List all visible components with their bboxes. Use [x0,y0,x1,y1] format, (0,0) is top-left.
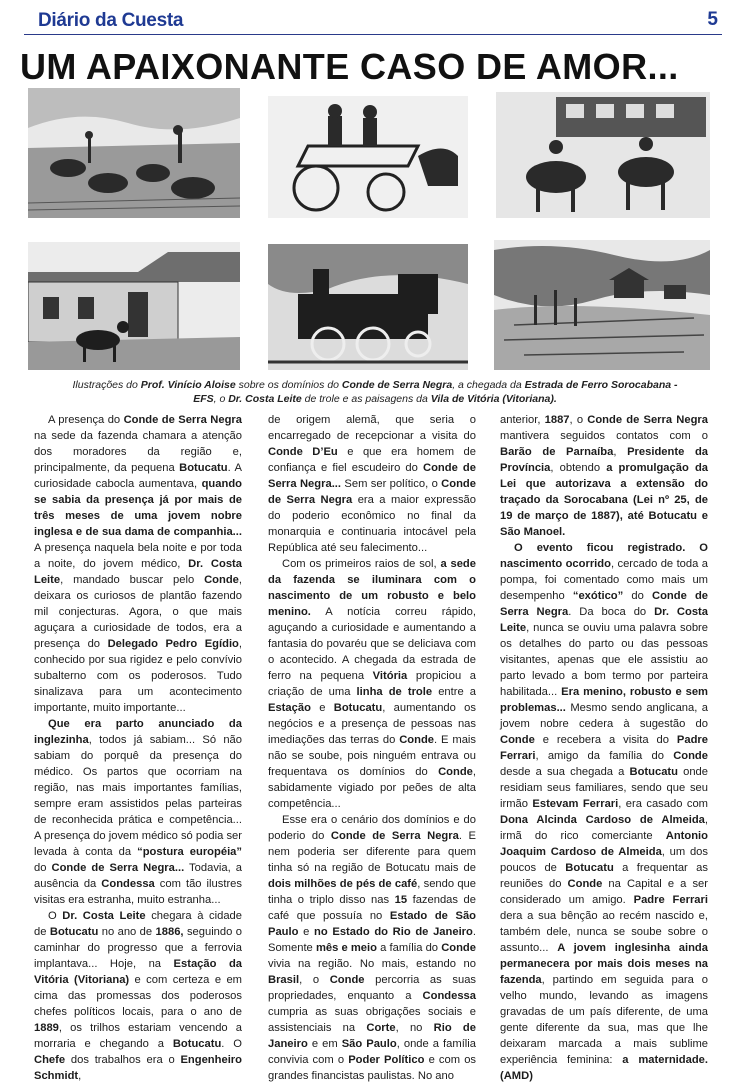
bold-run: a maternidade. (AMD) [500,1054,708,1082]
bold-run: Conde [567,878,603,890]
text-run: e com certeza e em cima das promessas dos poderosos chefes políticos locais, para o ano de [34,974,242,1018]
page-number: 5 [707,9,718,30]
text-run: no ano de [98,926,156,938]
illustration-trolley [496,92,710,218]
text-run: sobre os domínios do [235,379,342,391]
text-run: , [613,446,628,458]
bold-run: Conde de Serra Negra... [51,862,185,874]
headline: UM APAIXONANTE CASO DE AMOR... [20,46,679,87]
text-run: , partindo em seguida para o velho mundo, levando as imagens gravadas de um país diferente, de uma gente diferente da sua, mas que lhe deixaram marcada a mais sublime experiência feminina: [500,974,708,1066]
bold-run: Condessa [101,878,155,890]
text-run: onde residiam seus familiares, sendo que seu irmão [500,766,708,810]
bold-run: Botucatu [179,462,228,474]
bold-run: Estação [268,702,311,714]
illustration-village-landscape [494,240,710,370]
text-run: A presença do [48,414,124,426]
bold-run: Conde de Serra Negra [587,414,708,426]
text-run: Todavia, a ausência da [34,862,243,890]
text-run: . E nem poderia ser diferente para quem tinha só na região de Botucatu mais de [268,830,476,874]
bold-run: Antonio Joaquim Cardoso de Almeida [500,830,708,858]
text-run: entre a [432,686,476,698]
text-run: com tão ilustres visitas era estranha, muito estranha... [34,878,242,906]
text-run: , amigo da família do [535,750,674,762]
bold-run: Conde de Serra Negra [123,414,242,426]
bold-run: A jovem inglesinha ainda permanecera por mais dois meses na fazenda [500,942,708,986]
text-run: , irmã do rico comerciante [500,814,708,842]
text-run: Ilustrações do [72,379,141,391]
bold-run: Conde [399,734,435,746]
text-run: era a maior expressão do poderio econômico no final da monarquia e continuaria intocável pela República até seu falecimento... [268,494,476,554]
bold-run: Conde [438,766,473,778]
bold-run: Rio de Janeiro [268,1022,476,1050]
text-run: Sem ser político, o [341,478,442,490]
article-column-3 [500,412,708,1084]
text-run: na Capital e a ser considerado um amigo. [500,878,709,906]
bold-run: Estado de São Paulo [268,910,477,938]
text-run: . Somente [268,926,476,954]
bold-run: Vila de Vitória (Vitoriana). [430,393,557,405]
bold-run: Conde [441,942,476,954]
bold-run: “exótico” [572,590,624,602]
page-header [24,8,722,35]
text-run: seguindo o caminhar do progresso que a ferrovia implantava... Hoje, na [34,926,242,970]
illustration-farm-house [28,242,240,370]
illustrations-caption [60,378,690,406]
bold-run: Corte [366,1022,396,1034]
text-run: chegara à cidade de [34,910,242,938]
bold-run: mês e meio [315,942,377,954]
bold-run: 1889 [34,1022,59,1034]
article-paragraph [34,716,242,908]
bold-run: Dr. Costa Leite [62,910,146,922]
bold-run: 1886, [155,926,184,938]
illustration-carriage [268,96,468,218]
newspaper-name: Diário da Cuesta [38,10,184,31]
text-run: Esse era o cenário dos domínios e do poderio do [268,814,476,842]
bold-run: “postura européia” [137,846,242,858]
bold-run: Conde [204,574,239,586]
bold-run: Prof. Vinício Aloise [140,379,236,391]
text-run: , o [213,393,229,405]
bold-run: Conde [329,974,365,986]
article-column-1 [34,412,242,1084]
bold-run: Botucatu [565,862,614,874]
text-run: A notícia correu rápido, aguçando a curiosidade e aumentando a fantasia do povaréu que se deliciava com o acontecido. A chegada da estrada de ferro na pequena [268,606,476,682]
text-run: e recebera a visita do [534,734,677,746]
bold-run: Engenheiro Schmidt [34,1054,242,1082]
text-run: e com os grandes financistas paulistas. No ano [268,1054,477,1082]
bold-run: Conde D’Eu [268,446,338,458]
bold-run: Botucatu [333,702,383,714]
bold-run: Barão de Parnaíba [500,446,614,458]
bold-run: Que era parto anunciado da inglezinha [34,718,242,746]
text-run: fazendas de café que possuía no [268,894,476,922]
text-run: , deixara os curiosos de plantão fazendo mil conjecturas. Agora, o que mais aguçara a curiosidade de todos, era a presença do [34,574,242,650]
text-run: propiciou a criação de uma [268,670,477,698]
text-run: , obtendo [550,462,607,474]
text-run: O [48,910,63,922]
text-run: mantivera seguidos contatos com o [500,430,708,442]
text-run: do [623,590,652,602]
bold-run: Dr. Costa Leite [34,558,242,586]
text-run: . Da boca do [568,606,655,618]
text-run: , cercado de toda a pompa, foi comentado como mais um desempenho [500,558,708,602]
bold-run: 1887 [544,414,570,426]
text-run: , mandado buscar pelo [60,574,205,586]
bold-run: quando se sabia da presença já por mais de três meses de uma jovem nobre inglesa e de sua dama de companhia... [34,478,242,538]
article-paragraph [500,540,708,1084]
article-paragraph [268,412,476,556]
text-run: na sede da fazenda chamara a atenção dos moradores da região e, principalmente, da pequena [34,430,242,474]
text-run: , aumentando os negócios e a presença de pessoas nas imediações das terras do [268,702,476,746]
bold-run: Dona Alcinda Cardoso de Almeida [500,814,705,826]
text-run: a família do [376,942,442,954]
text-run: percorria as suas propriedades, enquanto a [268,974,477,1002]
text-run: e [310,702,334,714]
text-run: e em [307,1038,342,1050]
text-run: . O [221,1038,242,1050]
text-run: A presença naquela bela noite e por toda a noite, do jovem médico, [34,542,242,570]
text-run: de origem alemã, que seria o encarregado de recepcionar a visita do [268,414,476,442]
bold-run: Presidente da Província [500,446,709,474]
text-run: , os trilhos estariam vencendo a morraria e chegando a [34,1022,242,1050]
text-run: , sendo que tinha o triplo disso nas [268,878,476,906]
bold-run: Condessa [422,990,476,1002]
bold-run: Estação da Vitória (Vitoriana) [34,958,243,986]
article-paragraph [34,412,242,716]
bold-run: Estrada de Ferro Sorocabana - EFS [193,379,678,405]
bold-run: linha de trole [356,686,433,698]
text-run: , [78,1070,82,1082]
bold-run: Conde [673,750,708,762]
bold-run: Conde de Serra Negra [330,830,459,842]
text-run: . A curiosidade cabocla aumentava, [34,462,242,490]
bold-run: Era menino, robusto e sem problemas... [500,686,708,714]
text-run: , a chegada da [452,379,525,391]
text-run: cumpria as suas obrigações sociais e assistenciais na [268,1006,476,1034]
bold-run: Chefe [34,1054,66,1066]
bold-run: Conde de Serra Negra [268,478,476,506]
text-run: vivia na região. No mais, estando no [268,958,476,970]
text-run: , um dos poucos de [500,846,708,874]
text-run: desde a sua chegada a [500,766,630,778]
bold-run: Dr. Costa Leite [500,606,708,634]
text-run: , no [395,1022,434,1034]
bold-run: Conde de Serra Negra [341,379,453,391]
article-paragraph [34,908,242,1084]
illustration-locomotive [268,244,468,370]
text-run: , conhecido por sua rigidez e pelo convívio subalterno com os poderosos. Tudo sinalizava para um acontecimento importante, muito importante... [34,638,242,714]
bold-run: São Paulo [341,1038,397,1050]
illustration-cattle-field [28,88,240,218]
text-run: , todos já sabiam... Só não sabiam do porquê da presença do médico. Os partos que ocorriam na região, nas mais importantes famílias, sempre eram assistidos pelas parteiras de reconhecida prática e competência... A presença do jovem médico só podia ser levada à conta da [34,734,242,858]
bold-run: Brasil [268,974,300,986]
bold-run: Dr. Costa Leite [228,393,302,405]
bold-run: Conde de Serra Negra [500,590,708,618]
article-paragraph [500,412,708,540]
bold-run: Delegado Pedro Egídio [107,638,239,650]
bold-run: 15 [394,894,408,906]
bold-run: no Estado do Rio de Janeiro [314,926,473,938]
text-run: anterior, [500,414,545,426]
text-run: e [298,926,315,938]
bold-run: O evento ficou registrado. O nascimento ocorrido [500,542,708,570]
bold-run: Poder Político [348,1054,425,1066]
text-run: . E mais não se soube, pois ninguém entrava ou frequentava os domínios do [268,734,476,778]
bold-run: dois milhões de pés de café [268,878,418,890]
text-run: , onde a família convivia com o [268,1038,477,1066]
text-run: , sabidamente vigiado por peões de alta competência... [268,766,476,810]
text-run: do [34,862,52,874]
text-run: , o [569,414,588,426]
bold-run: Padre Ferrari [500,734,708,762]
bold-run: Botucatu [49,926,99,938]
text-run: , era casado com [618,798,708,810]
bold-run: Botucatu [172,1038,222,1050]
article-paragraph [268,556,476,812]
text-run: Com os primeiros raios de sol, [282,558,441,570]
text-run: dos trabalhos era o [65,1054,181,1066]
bold-run: a promulgação da Lei que autorizava a extensão do traçado da Sorocabana (Lei nº 25, de 19 de março de 1887), até Botucatu e São Manoel. [500,462,708,538]
bold-run: Estevam Ferrari [532,798,619,810]
text-run: Mesmo sendo anglicana, a jovem nobre cedera à sugestão do [500,702,708,730]
bold-run: Botucatu [629,766,678,778]
bold-run: Vitória [372,670,408,682]
article-paragraph [268,812,476,1084]
text-run: de trole e as paisagens da [301,393,431,405]
bold-run: Conde de Serra Negra... [268,462,476,490]
text-run: a frequentar as reuniões do [500,862,708,890]
bold-run: Padre Ferrari [633,894,708,906]
text-run: e que era homem de confiança e fiel escudeiro do [268,446,476,474]
text-run: , o [299,974,330,986]
text-run: dera a sua bênção ao recém nascido e, também dele, nunca se soube sobre o assunto... [500,910,708,954]
text-run: , nunca se ouviu uma palavra sobre os detalhes do parto ou das pessoas visitantes, apenas que ele assistiu ao parto levado a bom termo por parteira habilitada... [500,622,708,698]
bold-run: a sede da fazenda se iluminara com o nascimento de um robusto e belo menino. [268,558,476,618]
article-column-2 [268,412,476,1084]
bold-run: Conde [500,734,535,746]
